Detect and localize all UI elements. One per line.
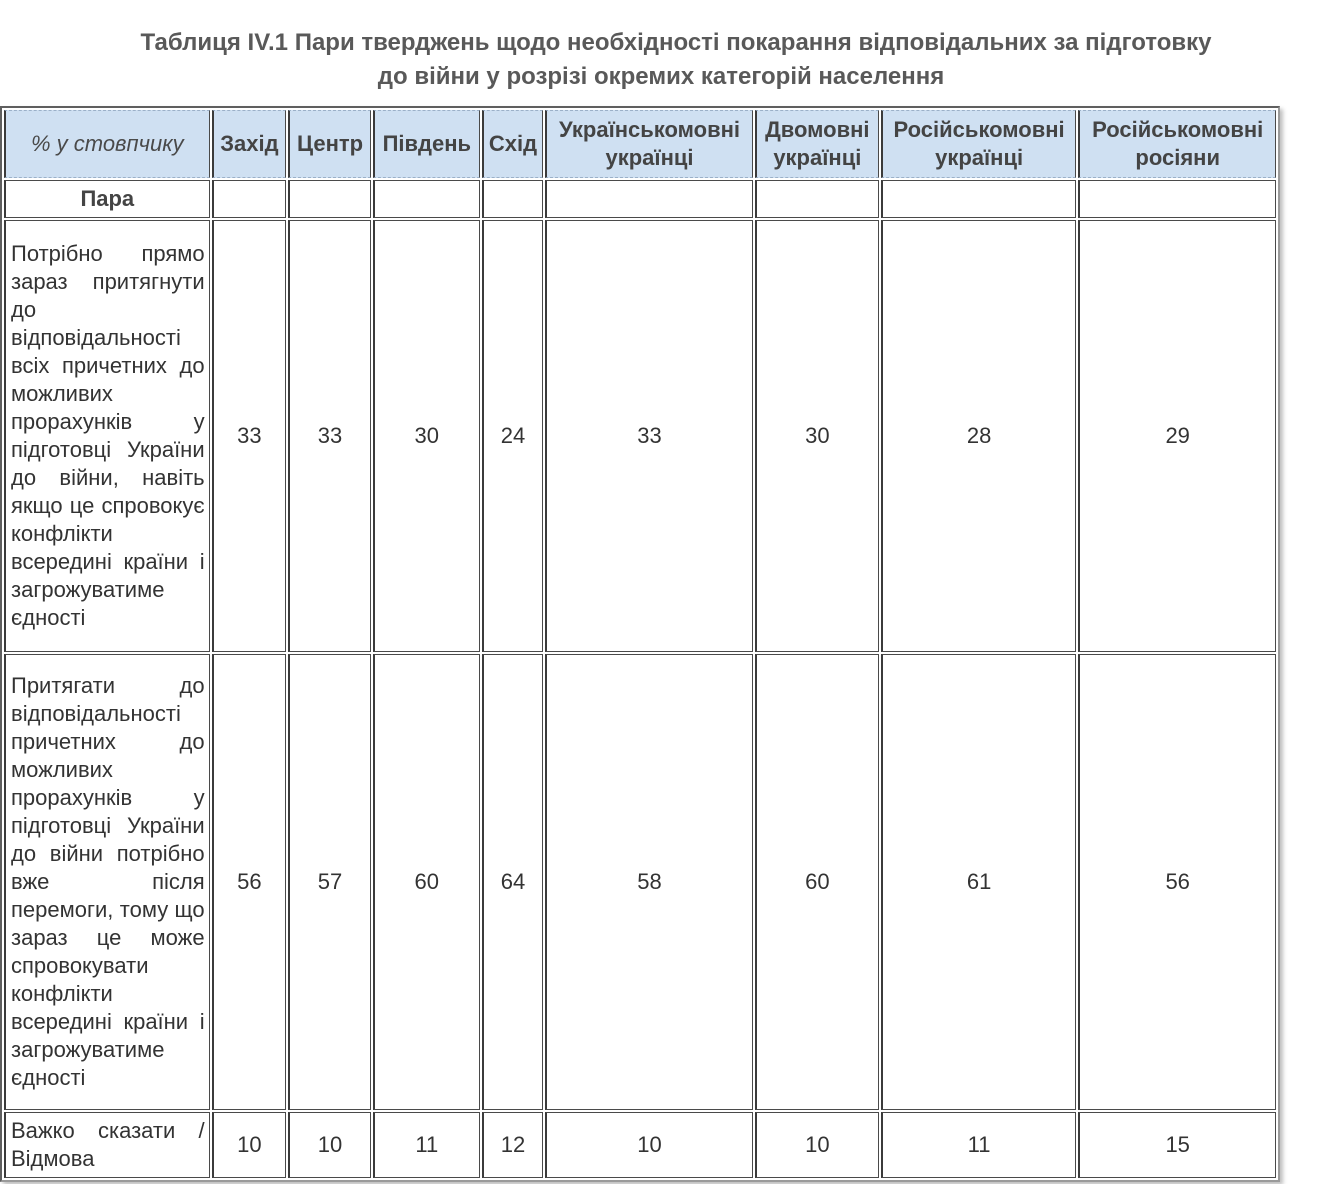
pair-label: Пара (4, 180, 210, 218)
column-header: Захід (212, 110, 287, 178)
value-cell: 10 (212, 1112, 287, 1178)
statement-cell: Потрібно прямо зараз притягнути до відповідальності всіх причетних до можливих прорахунків у підготовці України до війни, навіть якщо це спровокує конфлікти всередині країни і загрожуватиме єдності (4, 220, 210, 652)
data-table (0, 106, 1280, 1182)
table-title-line-1: Таблиця IV.1 Пари тверджень щодо необхідності покарання відповідальних за підготовку (140, 29, 1212, 56)
value-cell: 30 (755, 220, 879, 652)
value-cell: 10 (755, 1112, 879, 1178)
value-cell: 58 (545, 654, 753, 1110)
data-table-container (0, 106, 1280, 1179)
value-cell: 24 (482, 220, 543, 652)
column-header: Російськомовні українці (881, 110, 1077, 178)
empty-cell (755, 180, 879, 218)
column-header: Південь (373, 110, 480, 178)
table-row (4, 1112, 1276, 1178)
empty-cell (373, 180, 480, 218)
empty-cell (482, 180, 543, 218)
value-cell: 28 (881, 220, 1077, 652)
corner-header: % у стовпчику (4, 110, 210, 178)
value-cell: 10 (288, 1112, 371, 1178)
value-cell: 60 (373, 654, 480, 1110)
column-header: Українськомовні українці (545, 110, 753, 178)
value-cell: 11 (881, 1112, 1077, 1178)
empty-cell (881, 180, 1077, 218)
empty-cell (212, 180, 287, 218)
header-row (4, 110, 1276, 178)
table-title (0, 26, 1322, 94)
column-header: Центр (288, 110, 371, 178)
value-cell: 33 (288, 220, 371, 652)
column-header: Схід (482, 110, 543, 178)
value-cell: 11 (373, 1112, 480, 1178)
table-title-line-2: до війни у розрізі окремих категорій населення (377, 63, 945, 90)
column-header: Російськомовні росіяни (1078, 110, 1276, 178)
value-cell: 60 (755, 654, 879, 1110)
empty-cell (1078, 180, 1276, 218)
value-cell: 30 (373, 220, 480, 652)
value-cell: 29 (1078, 220, 1276, 652)
value-cell: 12 (482, 1112, 543, 1178)
value-cell: 33 (212, 220, 287, 652)
value-cell: 15 (1078, 1112, 1276, 1178)
value-cell: 61 (881, 654, 1077, 1110)
value-cell: 33 (545, 220, 753, 652)
value-cell: 57 (288, 654, 371, 1110)
statement-cell: Важко сказати / Відмова (4, 1112, 210, 1178)
pair-label-row (4, 180, 1276, 218)
empty-cell (545, 180, 753, 218)
table-row (4, 220, 1276, 652)
value-cell: 10 (545, 1112, 753, 1178)
value-cell: 56 (1078, 654, 1276, 1110)
statement-cell: Притягати до відповідальності причетних до можливих прорахунків у підготовці України до війни потрібно вже після перемоги, тому що зараз це може спровокувати конфлікти всередині країни і загрожуватиме єдності (4, 654, 210, 1110)
value-cell: 64 (482, 654, 543, 1110)
column-header: Двомовні українці (755, 110, 879, 178)
value-cell: 56 (212, 654, 287, 1110)
table-row (4, 654, 1276, 1110)
empty-cell (288, 180, 371, 218)
